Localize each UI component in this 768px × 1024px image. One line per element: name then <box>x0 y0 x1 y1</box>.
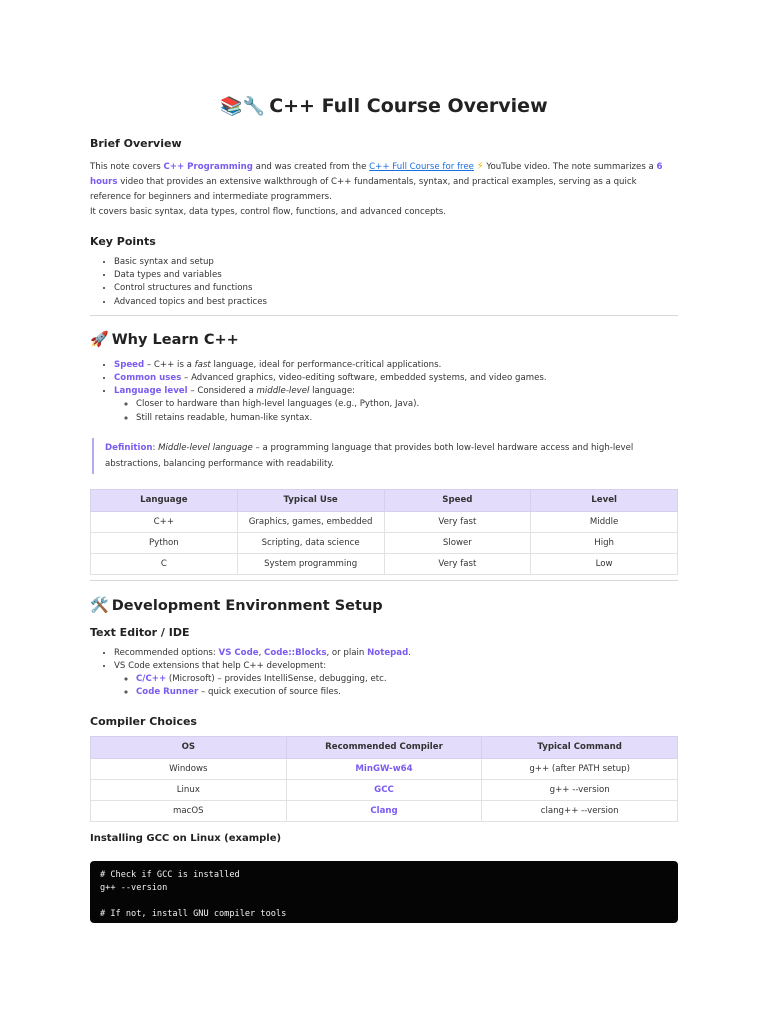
brief-overview-paragraph <box>90 159 678 205</box>
table-row <box>91 779 678 800</box>
divider <box>90 315 678 316</box>
speed-label: Speed <box>114 359 145 370</box>
list-item <box>114 385 678 425</box>
list-item <box>114 660 678 700</box>
editor-list <box>90 647 678 700</box>
code-line: # If not, install GNU compiler tools <box>100 908 287 919</box>
table-cell: clang++ --version <box>482 800 678 821</box>
extension-sublist <box>114 673 678 699</box>
text-span: This note covers <box>90 162 164 172</box>
table-cell: Middle <box>531 511 678 532</box>
table-cell: C++ <box>91 511 238 532</box>
text-span: language, ideal for performance-critical applications. <box>210 359 442 370</box>
table-cell <box>286 758 482 779</box>
column-header: Recommended Compiler <box>286 736 482 758</box>
table-row <box>91 553 678 574</box>
text-span: and was created from the <box>252 162 370 172</box>
text-span: : <box>152 442 159 453</box>
rocket-icon: 🚀 <box>90 329 109 348</box>
table-row <box>91 800 678 821</box>
code-line: # Check if GCC is installed <box>100 869 240 880</box>
list-item <box>114 647 678 660</box>
text-span: Recommended options: <box>114 647 219 658</box>
list-item: • Advanced topics and best practices <box>114 296 678 309</box>
text-span: Middle-level language <box>158 442 253 453</box>
column-header: Language <box>91 489 238 511</box>
table-cell <box>286 779 482 800</box>
language-level-sublist <box>114 398 678 424</box>
page-title-text: C++ Full Course Overview <box>269 95 548 117</box>
code-line: g++ --version <box>100 882 168 893</box>
column-header: Typical Command <box>482 736 678 758</box>
note-content <box>90 92 678 923</box>
dev-setup-heading <box>90 594 678 617</box>
cpp-programming-highlight: C++ Programming <box>163 162 253 172</box>
table-cell: macOS <box>91 800 287 821</box>
list-item <box>136 686 678 699</box>
language-level-label: Language level <box>114 386 188 397</box>
list-item <box>114 372 678 385</box>
list-item: • Basic syntax and setup <box>114 256 678 269</box>
list-item: ◦ Closer to hardware than high-level languages (e.g., Python, Java). <box>136 398 678 411</box>
table-cell: g++ --version <box>482 779 678 800</box>
install-gcc-heading: Installing GCC on Linux (example) <box>90 832 282 844</box>
column-header: Level <box>531 489 678 511</box>
table-cell: Python <box>91 532 238 553</box>
text-editor-heading: Text Editor / IDE <box>90 625 190 639</box>
list-item: • Control structures and functions <box>114 282 678 295</box>
text-span: (Microsoft) – provides IntelliSense, debugging, etc. <box>166 674 387 685</box>
table-cell: Low <box>531 553 678 574</box>
table-cell: C <box>91 553 238 574</box>
table-cell: Linux <box>91 779 287 800</box>
table-cell: Scripting, data science <box>237 532 384 553</box>
text-span: . <box>408 647 411 658</box>
table-cell: Graphics, games, embedded <box>237 511 384 532</box>
dev-setup-heading-text: Development Environment Setup <box>111 597 383 614</box>
cpp-extension-label: C/C++ <box>136 674 167 685</box>
text-span: language: <box>309 386 356 397</box>
definition-callout <box>92 438 678 474</box>
compiler-name: Clang <box>370 805 398 816</box>
compiler-choices-heading: Compiler Choices <box>90 714 197 728</box>
text-span: VS Code extensions that help C++ development: <box>114 661 327 672</box>
text-span: – quick execution of source files. <box>198 687 341 698</box>
tools-icon: 🛠️ <box>90 595 109 614</box>
lightning-icon: ⚡ <box>476 161 484 172</box>
table-cell: Windows <box>91 758 287 779</box>
column-header: Typical Use <box>237 489 384 511</box>
text-span: , or plain <box>326 647 368 658</box>
table-cell: Slower <box>384 532 531 553</box>
text-span: video that provides an extensive walkthrough of C++ fundamentals, syntax, and practical examples, serving as a quick reference for beginners and intermediate programmers. <box>90 177 637 202</box>
books-wrench-icon: 📚🔧 <box>220 96 266 117</box>
definition-label: Definition <box>105 442 153 453</box>
text-span: middle-level <box>256 386 310 397</box>
text-span: , <box>258 647 265 658</box>
language-comparison-table <box>90 489 678 575</box>
table-cell: System programming <box>237 553 384 574</box>
table-row <box>91 532 678 553</box>
common-uses-label: Common uses <box>114 373 182 384</box>
column-header: OS <box>91 736 287 758</box>
list-item: ◦ Still retains readable, human-like syntax. <box>136 412 678 425</box>
codeblocks-highlight: Code::Blocks <box>264 647 327 658</box>
notepad-highlight: Notepad <box>367 647 409 658</box>
page-title <box>90 92 678 121</box>
list-item <box>136 673 678 686</box>
text-span: – Considered a <box>187 386 257 397</box>
compiler-name: MinGW-w64 <box>355 763 413 774</box>
key-points-heading: Key Points <box>90 235 156 248</box>
code-block <box>90 861 678 923</box>
text-span: – C++ is a <box>144 359 195 370</box>
table-cell: Very fast <box>384 511 531 532</box>
code-runner-label: Code Runner <box>136 687 199 698</box>
vscode-highlight: VS Code <box>218 647 259 658</box>
text-span: – a programming language that provides both low-level hardware access and high-level abstractions, balancing performance with readability. <box>105 442 634 469</box>
why-learn-heading-text: Why Learn C++ <box>111 331 239 348</box>
course-video-link[interactable]: C++ Full Course for free <box>369 162 474 172</box>
text-span: – Advanced graphics, video-editing software, embedded systems, and video games. <box>181 373 547 384</box>
table-header-row <box>91 489 678 511</box>
list-item <box>114 359 678 372</box>
key-points-list <box>90 256 678 309</box>
column-header: Speed <box>384 489 531 511</box>
text-span: YouTube video. The note summarizes a <box>483 162 657 172</box>
brief-overview-summary: It covers basic syntax, data types, control flow, functions, and advanced concepts. <box>90 207 447 217</box>
list-item: • Data types and variables <box>114 269 678 282</box>
code-line <box>100 895 668 908</box>
definition-text <box>105 440 678 472</box>
table-cell: g++ (after PATH setup) <box>482 758 678 779</box>
table-row <box>91 758 678 779</box>
why-learn-list <box>90 359 678 425</box>
compiler-table <box>90 736 678 822</box>
table-cell: High <box>531 532 678 553</box>
text-span: fast <box>194 359 211 370</box>
table-cell <box>286 800 482 821</box>
brief-overview-heading: Brief Overview <box>90 137 182 150</box>
table-header-row <box>91 736 678 758</box>
why-learn-heading <box>90 328 678 351</box>
table-row <box>91 511 678 532</box>
compiler-name: GCC <box>374 784 394 795</box>
divider <box>90 580 678 581</box>
table-cell: Very fast <box>384 553 531 574</box>
six-hours-highlight: 6 hours <box>90 162 663 187</box>
